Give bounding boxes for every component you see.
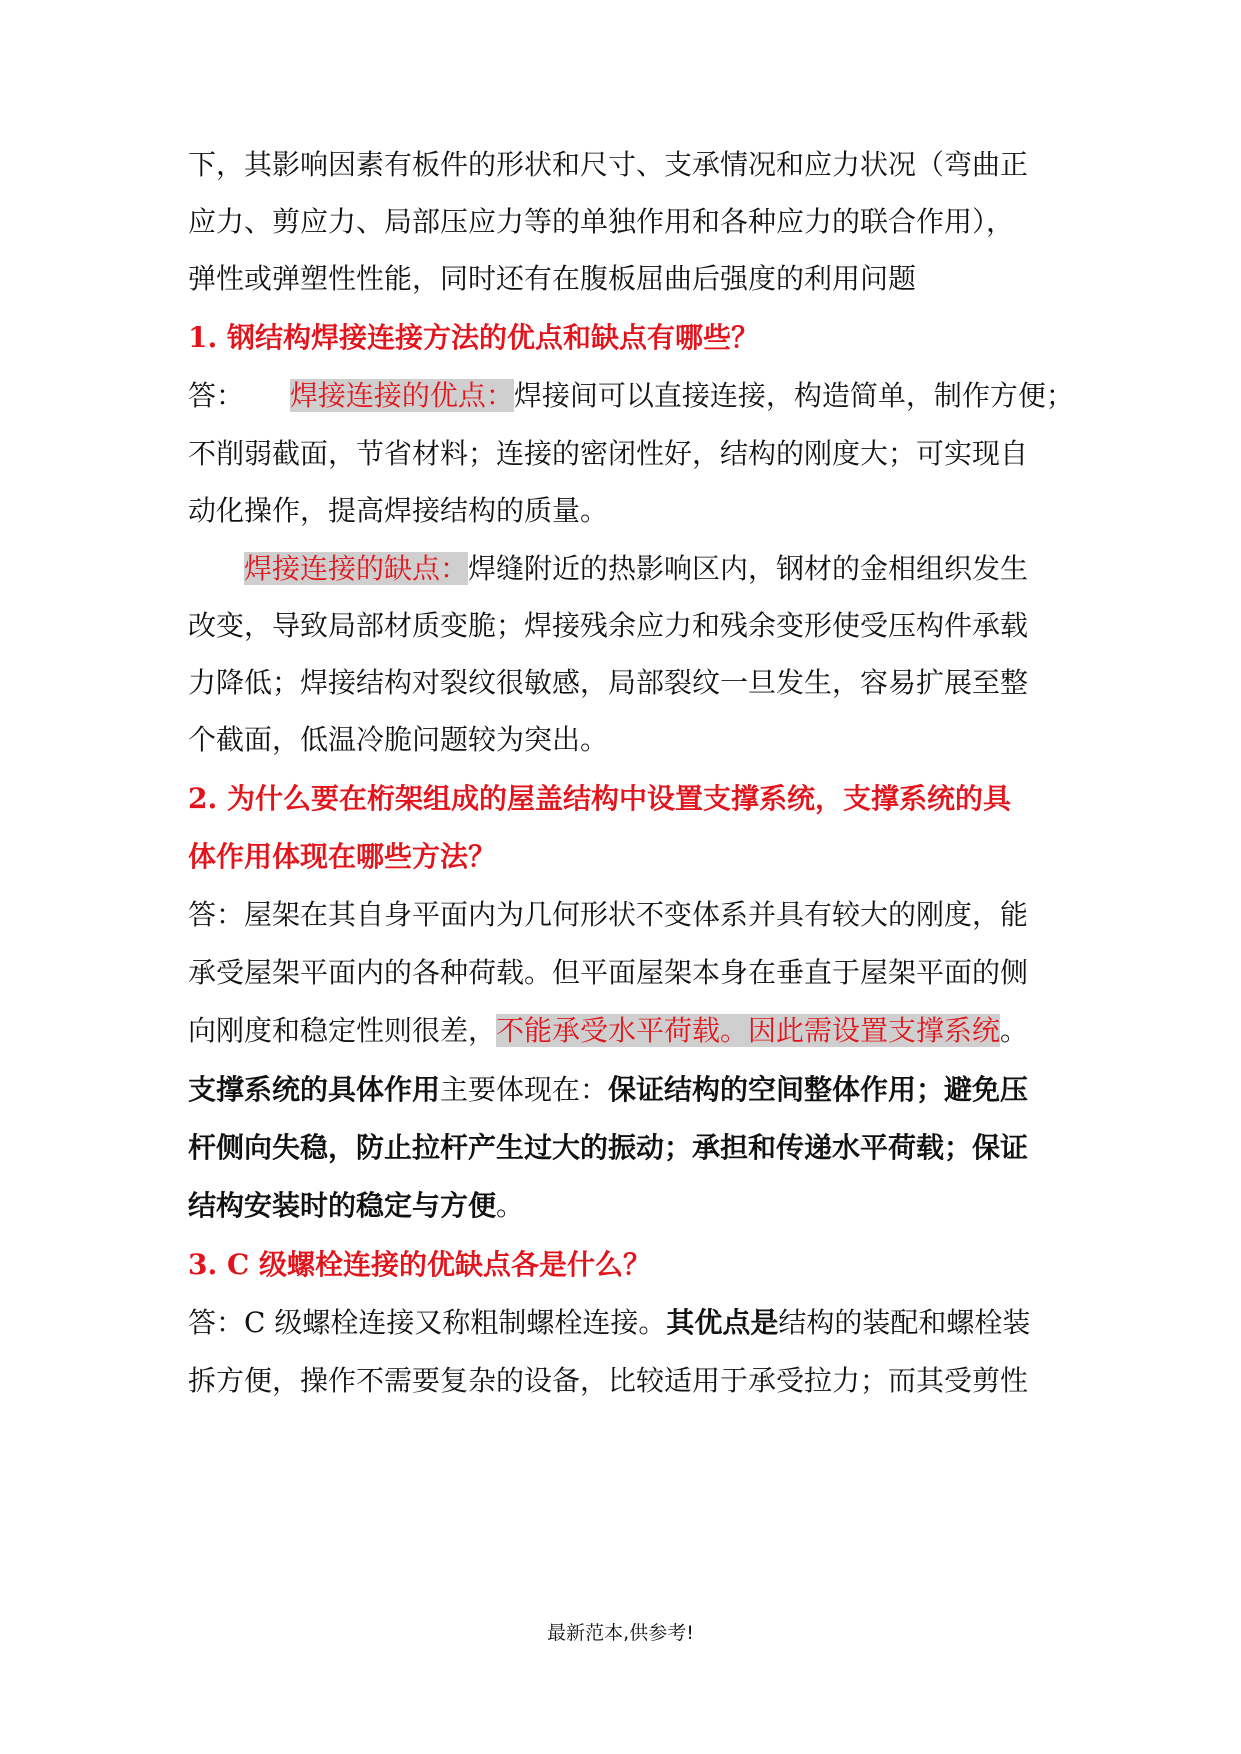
question-1-title: 1. 钢结构焊接连接方法的优点和缺点有哪些？	[188, 321, 759, 354]
q2-answer-text: 向刚度和稳定性则很差，	[188, 1014, 497, 1047]
q2-role-line-2: 杆侧向失稳，防止拉杆产生过大的振动；承担和传递水平荷载；保证	[188, 1131, 1029, 1164]
advantage-label: 焊接连接的优点：	[289, 379, 514, 412]
question-2-title-line-2: 体作用体现在哪些方法？	[188, 840, 497, 873]
q3-answer-line-1	[188, 1303, 1030, 1343]
q1-disadvantage-line-3: 力降低；焊接结构对裂纹很敏感，局部裂纹一旦发生，容易扩展至整	[188, 666, 1029, 699]
q1-disadvantage-line-4: 个截面，低温冷脆问题较为突出。	[188, 723, 609, 756]
page-footer: 最新范本,供参考!	[547, 1622, 694, 1644]
disadvantage-label: 焊接连接的缺点：	[244, 552, 469, 585]
intro-line-1: 下，其影响因素有板件的形状和尺寸、支承情况和应力状况（弯曲正	[188, 148, 1029, 181]
q1-answer-line-2: 不削弱截面，节省材料；连接的密闭性好，结构的刚度大；可实现自	[188, 437, 1029, 470]
q2-answer-line-1: 答：屋架在其自身平面内为几何形状不变体系并具有较大的刚度，能	[188, 898, 1029, 931]
period: 。	[496, 1189, 525, 1222]
q2-role-line-3	[188, 1186, 524, 1226]
period: 。	[1000, 1014, 1029, 1047]
q3-answer-line-2: 拆方便，操作不需要复杂的设备，比较适用于承受拉力；而其受剪性	[188, 1364, 1029, 1397]
q2-answer-line-3	[188, 1011, 1028, 1051]
role-text: 保证结构的空间整体作用；避免压	[608, 1073, 1029, 1106]
intro-line-2: 应力、剪应力、局部压应力等的单独作用和各种应力的联合作用），	[188, 205, 1015, 238]
answer-label: 答：	[188, 379, 245, 412]
role-intro: 主要体现在：	[440, 1073, 609, 1106]
highlighted-conclusion: 不能承受水平荷载。因此需设置支撑系统	[496, 1014, 1001, 1047]
q1-answer-line-1	[188, 376, 1074, 416]
role-text-end: 结构安装时的稳定与方便	[188, 1189, 497, 1222]
advantage-text: 焊接间可以直接连接，构造简单，制作方便；	[513, 379, 1074, 412]
advantage-phrase: 其优点是	[666, 1306, 779, 1339]
q3-answer-rest: 结构的装配和螺栓装	[778, 1306, 1031, 1339]
q2-answer-line-2: 承受屋架平面内的各种荷载。但平面屋架本身在垂直于屋架平面的侧	[188, 956, 1029, 989]
role-label: 支撑系统的具体作用	[188, 1073, 441, 1106]
disadvantage-text: 焊缝附近的热影响区内，钢材的金相组织发生	[468, 552, 1029, 585]
q2-role-line-1	[188, 1070, 1028, 1110]
q1-answer-line-3: 动化操作，提高焊接结构的质量。	[188, 494, 609, 527]
question-2-title-line-1: 2. 为什么要在桁架组成的屋盖结构中设置支撑系统，支撑系统的具	[188, 782, 1011, 815]
q3-answer-text: 答：C 级螺栓连接又称粗制螺栓连接。	[188, 1306, 667, 1339]
intro-line-3: 弹性或弹塑性性能，同时还有在腹板屈曲后强度的利用问题	[188, 262, 917, 295]
question-3-title: 3. C 级螺栓连接的优缺点各是什么？	[188, 1248, 652, 1281]
q1-disadvantage-line-2: 改变，导致局部材质变脆；焊接残余应力和残余变形使受压构件承载	[188, 609, 1029, 642]
q1-disadvantage-line-1	[244, 549, 1028, 589]
